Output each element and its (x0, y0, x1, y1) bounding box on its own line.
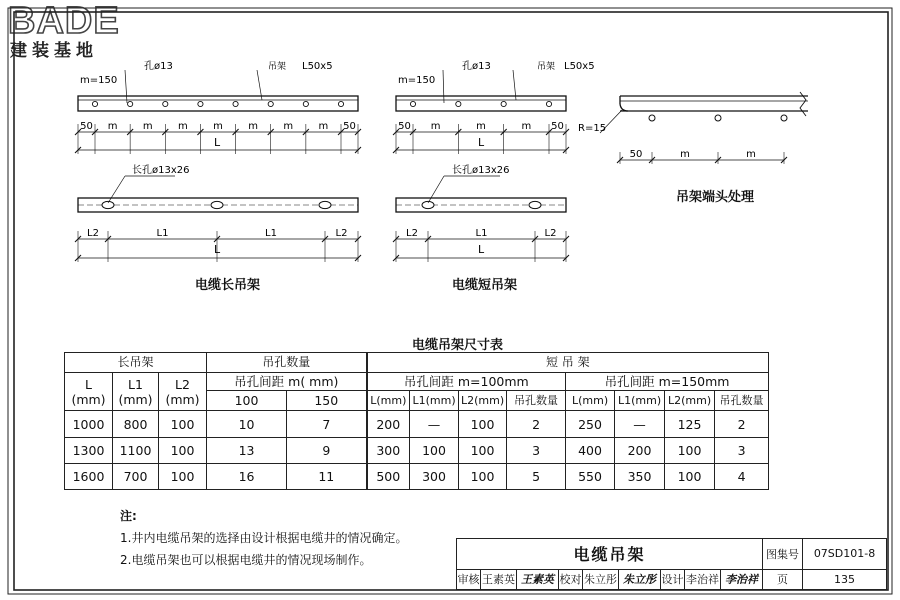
logo-brand: BADE (8, 0, 120, 42)
notes (120, 505, 407, 571)
table-row: 1600 700 100 16 11 500 300 100 5 550 350 100 4 (65, 463, 769, 489)
hole-mark (92, 101, 97, 106)
hole-mark (233, 101, 238, 106)
short-hanger-slot-view (393, 163, 569, 262)
short-bottom-L: L (478, 243, 485, 256)
long-bottom-slot-label: 长孔ø13x26 (132, 165, 190, 176)
th-long: 长吊架 (65, 353, 207, 373)
long-top-seg-label: 50 (343, 121, 356, 132)
inner-border (14, 12, 888, 590)
th-short-L-a: L(mm) (367, 391, 410, 411)
checker-name: 朱立彤 (583, 569, 619, 589)
atlas-label: 图集号 (763, 539, 803, 570)
end-seg-label: m (680, 149, 690, 160)
hole-mark (501, 101, 506, 106)
short-bottom-seg-label: L1 (475, 228, 488, 239)
long-top-seg-label: m (283, 121, 294, 132)
long-top-steel-label: L50x5 (302, 61, 333, 72)
long-bottom-seg-label: L1 (156, 228, 169, 239)
long-hanger-bar (78, 96, 358, 111)
note-item: 1.井内电缆吊架的选择由设计根据电缆井的情况确定。 (120, 531, 408, 545)
short-bottom-seg-label: L2 (406, 228, 418, 239)
short-top-seg-label: 50 (551, 121, 564, 132)
table-row: 1000 800 100 10 7 200 — 100 2 250 — 125 2 (65, 411, 769, 437)
short-top-seg-label: m (476, 121, 486, 132)
title-block (456, 538, 887, 590)
th-holes-count: 吊孔数量 (207, 353, 367, 373)
hole-mark (338, 101, 343, 106)
hole-mark (456, 101, 461, 106)
long-bottom-seg-label: L1 (265, 228, 277, 239)
page-number: 135 (803, 569, 887, 589)
designer-signature: 李治祥 (721, 569, 763, 589)
long-bottom-L: L (214, 243, 221, 256)
long-top-L: L (214, 136, 221, 149)
short-top-seg-label: m (430, 121, 441, 132)
long-top-seg-label: m (318, 121, 329, 132)
end-r-label: R=15 (578, 123, 607, 134)
caption-end-detail: 吊架端头处理 (676, 190, 755, 205)
designer-name: 李治祥 (685, 569, 721, 589)
short-top-L: L (478, 136, 485, 149)
long-top-seg-label: m (107, 121, 118, 132)
th-L: L (mm) (65, 373, 113, 411)
long-hanger-slot-view (75, 163, 361, 262)
review-label: 审核 (457, 569, 481, 589)
long-top-seg-label: m (248, 121, 259, 132)
reviewer-signature: 王素英 (517, 569, 559, 589)
th-100: 100 (207, 391, 287, 411)
short-bottom-slot-label: 长孔ø13x26 (452, 165, 510, 176)
th-short-count-b: 吊孔数量 (715, 391, 769, 411)
short-hanger-top-view (393, 59, 595, 154)
end-seg-label: m (746, 149, 756, 160)
caption-short-hanger: 电缆短吊架 (452, 278, 518, 293)
hole-mark (268, 101, 273, 106)
drawing-title: 电缆吊架 (457, 539, 763, 570)
short-top-m-label: m=150 (398, 75, 436, 86)
long-top-seg-label: m (177, 121, 188, 132)
long-top-hole-label: 孔ø13 (144, 61, 173, 72)
short-top-hole-label: 孔ø13 (462, 61, 491, 72)
th-short-L-b: L(mm) (566, 391, 615, 411)
hole-mark (410, 101, 415, 106)
hole-mark (546, 101, 551, 106)
th-150: 150 (287, 391, 367, 411)
long-bottom-seg-label: L2 (335, 228, 348, 239)
design-label: 设计 (661, 569, 685, 589)
short-top-seg-label: m (521, 121, 532, 132)
end-seg-label: 50 (629, 149, 643, 160)
th-short-L2-a: L2(mm) (459, 391, 507, 411)
th-short-L2-b: L2(mm) (665, 391, 715, 411)
th-short: 短 吊 架 (367, 353, 769, 373)
th-short-m100: 吊孔间距 m=100mm (367, 373, 566, 391)
hole-mark (163, 101, 168, 106)
short-top-steel-label: L50x5 (564, 61, 595, 72)
th-holes-spacing: 吊孔间距 m( mm) (207, 373, 367, 391)
checker-signature: 朱立彤 (619, 569, 661, 589)
table-title: 电缆吊架尺寸表 (412, 338, 504, 353)
reviewer-name: 王素英 (481, 569, 517, 589)
hole-mark (303, 101, 308, 106)
short-top-seg-label: 50 (398, 121, 411, 132)
long-top-seg-label: m (213, 121, 223, 132)
long-top-seg-label: 50 (80, 121, 93, 132)
short-top-hanger-label: 吊架 (537, 62, 556, 72)
hanger-end-detail (578, 92, 808, 164)
long-top-hanger-label: 吊架 (268, 62, 287, 72)
check-label: 校对 (559, 569, 583, 589)
th-L2: L2 (mm) (159, 373, 207, 411)
long-top-m-label: m=150 (80, 75, 118, 86)
th-short-L1-b: L1(mm) (615, 391, 665, 411)
th-short-count-a: 吊孔数量 (507, 391, 566, 411)
long-hanger-top-view (75, 59, 361, 154)
th-short-L1-a: L1(mm) (410, 391, 459, 411)
page-label: 页 (763, 569, 803, 589)
caption-long-hanger: 电缆长吊架 (195, 278, 261, 293)
notes-heading: 注: (120, 509, 137, 523)
dimension-table (64, 352, 769, 490)
long-top-seg-label: m (142, 121, 153, 132)
hole-mark (198, 101, 203, 106)
logo-subtitle: 建装基地 (10, 41, 98, 61)
table-row: 1300 1100 100 13 9 300 100 100 3 400 200 100 3 (65, 437, 769, 463)
hole-mark (128, 101, 133, 106)
short-bottom-seg-label: L2 (544, 228, 557, 239)
th-short-m150: 吊孔间距 m=150mm (566, 373, 769, 391)
long-bottom-seg-label: L2 (87, 228, 99, 239)
short-hanger-bar (396, 96, 566, 111)
atlas-number: 07SD101-8 (803, 539, 887, 570)
th-L1: L1 (mm) (113, 373, 159, 411)
note-item: 2.电缆吊架也可以根据电缆井的情况现场制作。 (120, 553, 372, 567)
